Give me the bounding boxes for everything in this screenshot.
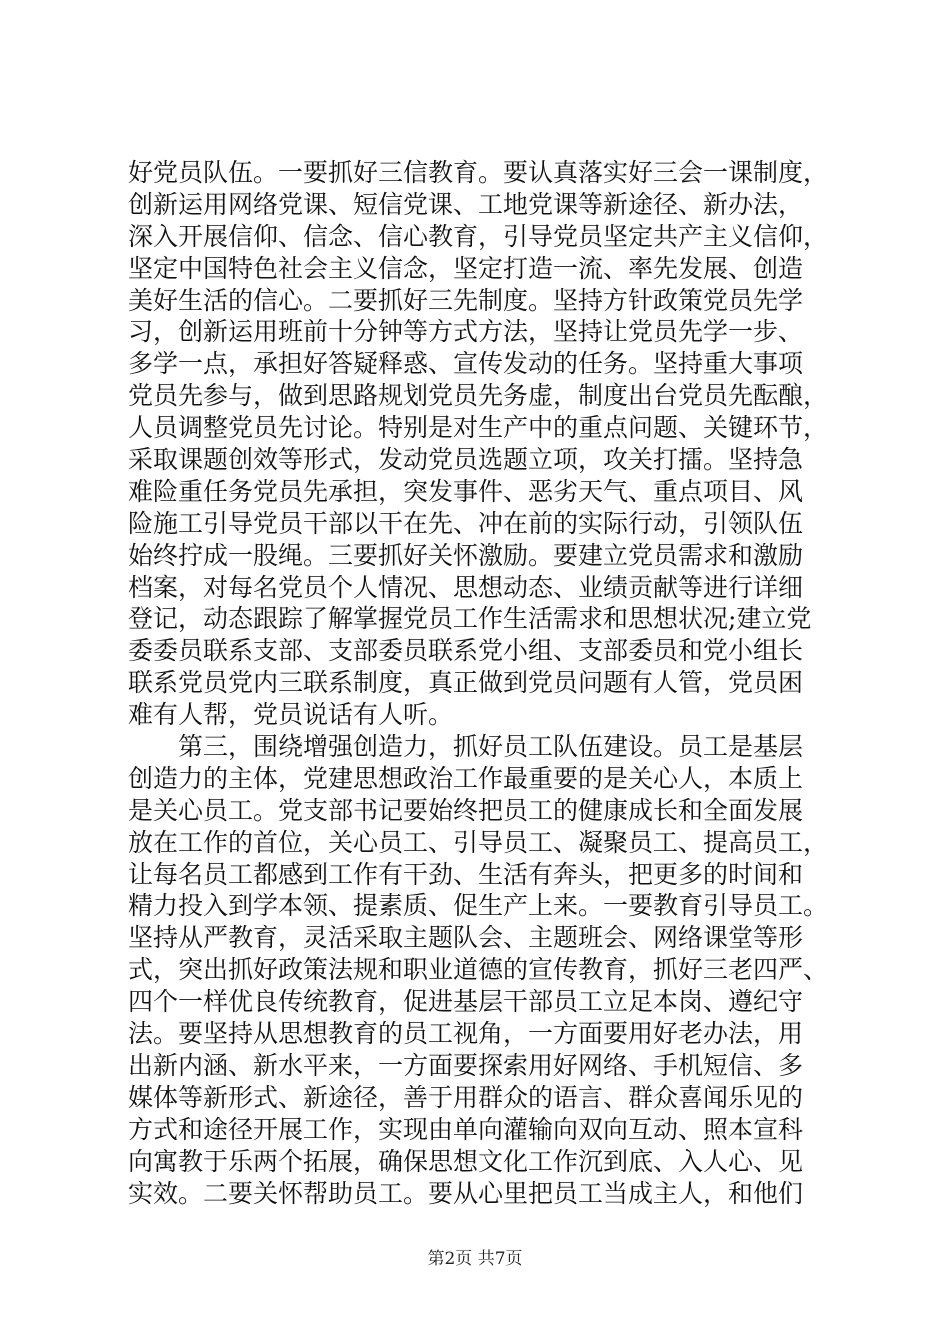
paragraph-start-line: 第三，围绕增强创造力，抓好员工队伍建设。员工是基层 <box>178 732 804 762</box>
text-line: 创造力的主体，党建思想政治工作最重要的是关心人，本质上 <box>128 763 804 793</box>
text-line: 联系党员党内三联系制度，真正做到党员问题有人管，党员困 <box>128 668 804 698</box>
text-line: 多学一点，承担好答疑释惑、宣传发动的任务。坚持重大事项 <box>128 349 804 379</box>
text-line: 委委员联系支部、支部委员联系党小组、支部委员和党小组长 <box>128 636 804 666</box>
text-line: 向寓教于乐两个拓展，确保思想文化工作沉到底、入人心、见 <box>128 1146 804 1176</box>
text-line: 出新内涵、新水平来，一方面要探索用好网络、手机短信、多 <box>128 1050 804 1080</box>
text-line: 深入开展信仰、信念、信心教育，引导党员坚定共产主义信仰， <box>128 221 829 251</box>
text-line: 难险重任务党员先承担，突发事件、恶劣天气、重点项目、风 <box>128 476 804 506</box>
body-text <box>128 157 828 1209</box>
text-line: 登记，动态跟踪了解掌握党员工作生活需求和思想状况;建立党 <box>128 604 812 634</box>
text-line: 习，创新运用班前十分钟等方式方法，坚持让党员先学一步、 <box>128 317 804 347</box>
text-line: 难有人帮，党员说话有人听。 <box>128 700 454 730</box>
text-line: 让每名员工都感到工作有干劲、生活有奔头，把更多的时间和 <box>128 859 804 889</box>
text-line: 档案，对每名党员个人情况、思想动态、业绩贡献等进行详细 <box>128 572 804 602</box>
text-line: 精力投入到学本领、提素质、促生产上来。一要教育引导员工。 <box>128 891 829 921</box>
text-line: 法。要坚持从思想教育的员工视角，一方面要用好老办法，用 <box>128 1019 804 1049</box>
text-line: 实效。二要关怀帮助员工。要从心里把员工当成主人，和他们 <box>128 1178 804 1208</box>
text-line: 采取课题创效等形式，发动党员选题立项，攻关打擂。坚持急 <box>128 445 804 475</box>
text-line: 式，突出抓好政策法规和职业道德的宣传教育，抓好三老四严、 <box>128 955 829 985</box>
text-line: 党员先参与，做到思路规划党员先务虚，制度出台党员先酝酿， <box>128 381 829 411</box>
text-line: 放在工作的首位，关心员工、引导员工、凝聚员工、提高员工， <box>128 827 829 857</box>
text-line: 人员调整党员先讨论。特别是对生产中的重点问题、关键环节， <box>128 413 829 443</box>
text-line: 好党员队伍。一要抓好三信教育。要认真落实好三会一课制度， <box>128 158 829 187</box>
text-line: 坚定中国特色社会主义信念，坚定打造一流、率先发展、创造 <box>128 253 804 283</box>
text-line: 四个一样优良传统教育，促进基层干部员工立足本岗、遵纪守 <box>128 987 804 1017</box>
page-number-footer: 第2页 共7页 <box>427 1249 523 1269</box>
text-line: 险施工引导党员干部以干在先、冲在前的实际行动，引领队伍 <box>128 508 804 538</box>
text-line: 创新运用网络党课、短信党课、工地党课等新途径、新办法， <box>128 189 804 219</box>
text-line: 媒体等新形式、新途径，善于用群众的语言、群众喜闻乐见的 <box>128 1082 804 1112</box>
text-line: 是关心员工。党支部书记要始终把员工的健康成长和全面发展 <box>128 795 804 825</box>
text-line: 始终拧成一股绳。三要抓好关怀激励。要建立党员需求和激励 <box>128 540 804 570</box>
text-line: 美好生活的信心。二要抓好三先制度。坚持方针政策党员先学 <box>128 285 804 315</box>
text-line: 坚持从严教育，灵活采取主题队会、主题班会、网络课堂等形 <box>128 923 804 953</box>
text-line: 方式和途径开展工作，实现由单向灌输向双向互动、照本宣科 <box>128 1114 804 1144</box>
